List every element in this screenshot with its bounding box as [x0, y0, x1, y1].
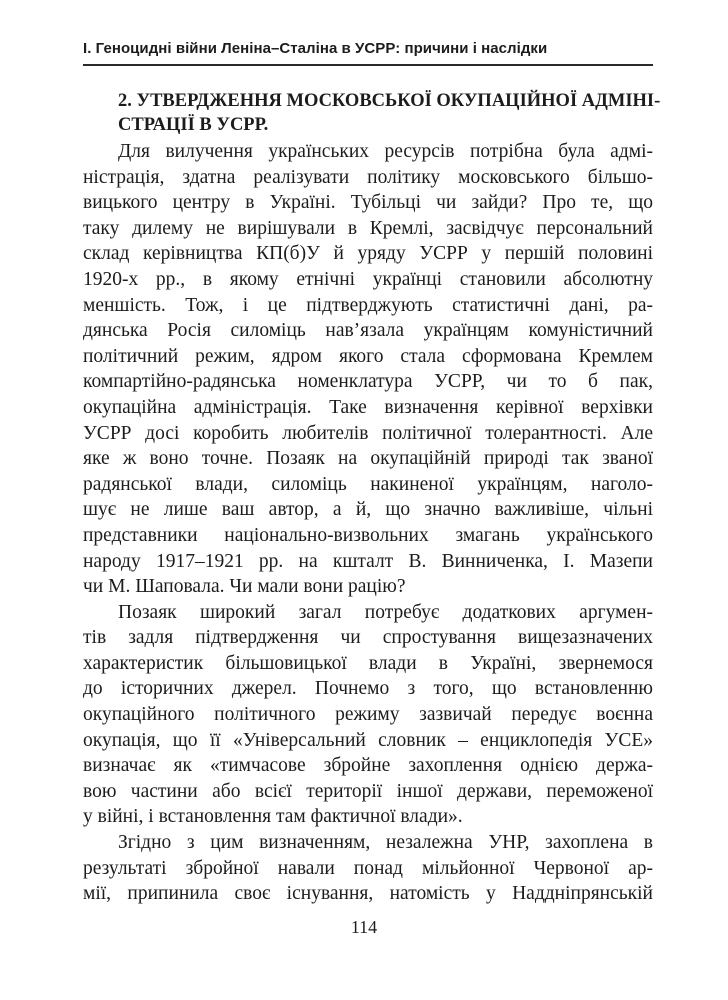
paragraph-1-line: шує не лише ваш автор, а й, що значно важливіше, чільні: [83, 499, 653, 521]
paragraph-1-line: меншість. Тож, і це підтверджують статистичні дані, ра-: [83, 294, 653, 316]
heading-line: СТРАЦІЇ В УСРР.: [118, 115, 269, 135]
header-rule: [83, 64, 653, 66]
paragraph-1-line: народу 1917–1921 рр. на кшталт В. Винниченка, І. Мазепи: [83, 550, 653, 572]
paragraph-2-line: визначає як «тимчасове збройне захоплення однією держа-: [83, 755, 653, 777]
running-header: I. Геноцидні війни Леніна–Сталіна в УСРР: причини і наслідки: [83, 40, 548, 57]
paragraph-2-line: окупація, що її «Універсальний словник – енциклопедія УСЕ»: [83, 729, 653, 751]
paragraph-1-line: радянської влади, силоміць накиненої українцям, наголо-: [83, 473, 653, 495]
paragraph-3-line: Згідно з цим визначенням, незалежна УНР, захоплена в: [118, 832, 653, 854]
section-heading: [118, 89, 661, 137]
paragraph-1-line: Для вилучення українських ресурсів потрібна була адмі-: [118, 141, 653, 162]
paragraph-1-line: чи М. Шаповала. Чи мали вони рацію?: [83, 576, 406, 598]
paragraph-1-line: компартійно-радянська номенклатура УСРР, чи то б пак,: [83, 371, 653, 393]
paragraph-1-line: політичний режим, ядром якого стала сформована Кремлем: [83, 345, 653, 367]
paragraph-1-line: ністрація, здатна реалізувати політику московського більшо-: [83, 166, 653, 188]
paragraph-1-line: яке ж воно точне. Позаяк на окупаційній природі так званої: [83, 448, 653, 470]
paragraph-1-line: УСРР досі коробить любителів політичної толерантності. Але: [83, 422, 653, 444]
paragraph-2-line: у війні, і встановлення там фактичної влади».: [83, 806, 463, 828]
paragraph-1-line: вицького центру в Україні. Тубільці чи зайди? Про те, що: [83, 192, 653, 214]
paragraph-2-line: тів задля підтвердження чи спростування вищезазначених: [83, 627, 653, 649]
page-number: 114: [350, 917, 378, 937]
paragraph-1-line: таку дилему не вирішували в Кремлі, засвідчує персональний: [83, 217, 653, 239]
paragraph-2-line: Позаяк широкий загал потребує додаткових аргумен-: [118, 601, 653, 623]
body-text: [83, 139, 653, 907]
paragraph-1-line: представники національно-визвольних змагань українського: [83, 524, 653, 546]
paragraph-1-line: окупаційна адміністрація. Таке визначення керівної верхівки: [83, 396, 653, 418]
paragraph-2-line: до історичних джерел. Почнемо з того, що встановленню: [83, 678, 653, 700]
paragraph-2-line: характеристик більшовицької влади в Україні, звернемося: [83, 652, 653, 674]
heading-line: 2. УТВЕРДЖЕННЯ МОСКОВСЬКОЇ ОКУПАЦІЙНОЇ АДМІНІ-: [118, 91, 661, 111]
paragraph-3-line: результаті збройної навали понад мільйонної Червоної ар-: [83, 857, 653, 879]
paragraph-2-line: окупаційного політичного режиму зазвичай передує воєнна: [83, 704, 653, 726]
paragraph-1-line: склад керівництва КП(б)У й уряду УСРР у першій половині: [83, 243, 653, 265]
paragraph-3-line: мії, припинила своє існування, натомість у Наддніпрянській: [83, 883, 653, 905]
paragraph-2-line: вою частини або всієї території іншої держави, переможеної: [83, 780, 653, 802]
paragraph-1-line: 1920-х рр., в якому етнічні українці становили абсолютну: [83, 268, 653, 290]
paragraph-1-line: дянська Росія силоміць нав’язала українцям комуністичний: [83, 320, 653, 342]
